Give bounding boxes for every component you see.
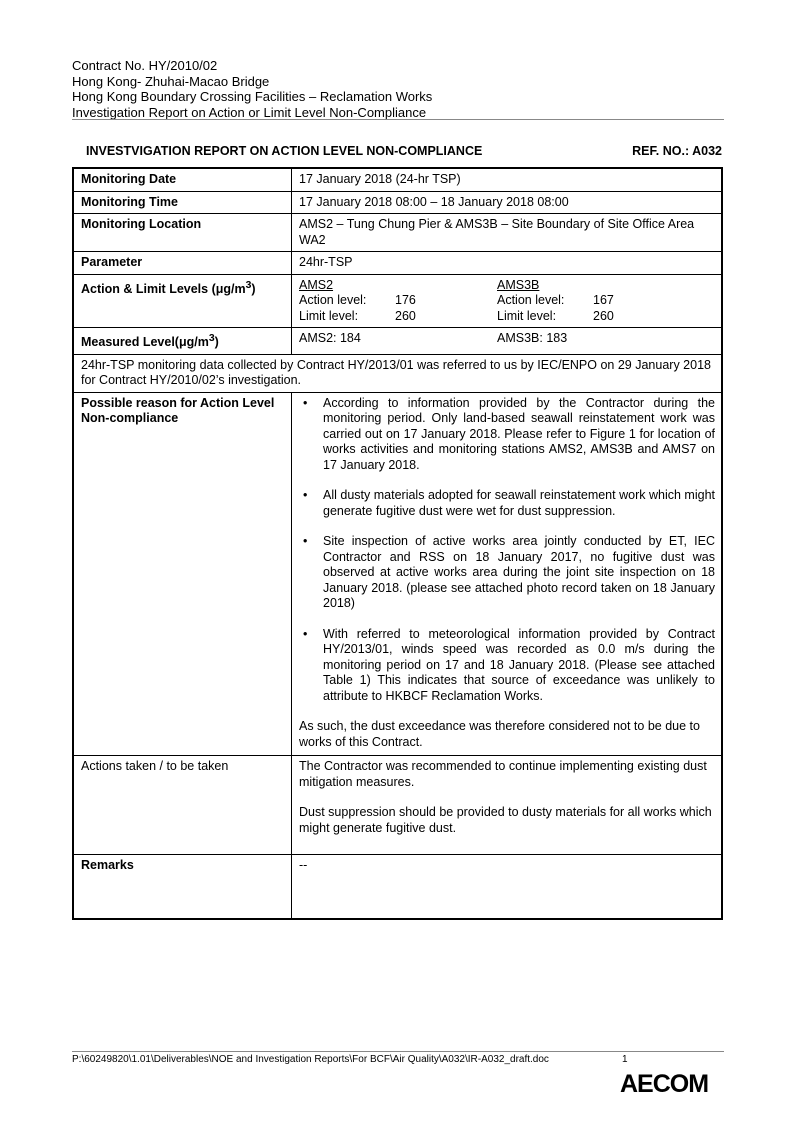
file-path: P:\60249820\1.01\Deliverables\NOE and Investigation Reports\For BCF\Air Quality\A032\IR-A032_draft.doc (72, 1054, 549, 1065)
action-paragraph: Dust suppression should be provided to dusty materials for all works which might generate fugitive dust. (299, 805, 712, 835)
table-row (73, 855, 722, 919)
action-level-label: Action level: (299, 293, 367, 307)
parameter-label: Parameter (73, 252, 292, 275)
measured-label-end: ) (214, 335, 219, 350)
monitoring-location-value: AMS2 – Tung Chung Pier & AMS3B – Site Boundary of Site Office Area WA2 (292, 214, 723, 252)
limit-level-label: Limit level: (299, 308, 359, 323)
measured-label-superscript: 3 (208, 333, 215, 344)
remarks-label: Remarks (73, 855, 292, 919)
parameter-value: 24hr-TSP (292, 252, 723, 275)
measured-level-label (73, 328, 292, 355)
measured-label-text: Measured Level(μg/m (81, 335, 209, 350)
report-title: INVESTVIGATION REPORT ON ACTION LEVEL NON-COMPLIANCE (86, 144, 483, 158)
reason-list (299, 396, 715, 705)
levels-label-superscript: 3 (245, 279, 252, 291)
table-row (73, 168, 722, 191)
actions-label: Actions taken / to be taken (73, 756, 292, 855)
table-row (73, 328, 722, 355)
station-levels (497, 278, 695, 325)
list-item: • With referred to meteorological information provided by Contract HY/2013/01, winds speed was recorded as 0.0 m/s during the monitoring period on 17 and 18 January 2018. (Please see attached Table 1) This indicates that source of exceedance was unlikely to attribute to HKBCF Reclamation Works. (299, 627, 715, 705)
reference-number: REF. NO.: A032 (632, 144, 722, 158)
data-source-note: 24hr-TSP monitoring data collected by Contract HY/2013/01 was referred to us by IEC/ENPO on 29 January 2018 for Contract HY/2010/02’s investigation. (73, 354, 722, 392)
levels-value (292, 274, 723, 328)
limit-level-value: 260 (593, 308, 614, 323)
station-name: AMS3B (497, 277, 540, 292)
limit-level-value: 260 (395, 308, 416, 323)
action-level-value: 167 (593, 293, 614, 307)
report-table (72, 167, 723, 920)
reason-conclusion: As such, the dust exceedance was therefore considered not to be due to works of this Contract. (299, 719, 700, 749)
header-line: Contract No. HY/2010/02 (72, 58, 218, 73)
table-row (73, 354, 722, 392)
action-level-value: 176 (395, 293, 416, 307)
possible-reason-label: Possible reason for Action Level Non-compliance (73, 392, 292, 756)
monitoring-time-label: Monitoring Time (73, 191, 292, 214)
list-item: • Site inspection of active works area jointly conducted by ET, IEC Contractor and RSS on 18 January 2017, no fugitive dust was observed at active works area during the joint site inspection on 18 January 2018. (please see attached photo record taken on 18 January 2018) (299, 534, 715, 612)
station-levels (299, 278, 497, 325)
possible-reason-value (292, 392, 723, 756)
limit-level-label: Limit level: (497, 308, 557, 323)
report-title-row (86, 144, 722, 158)
header-divider (72, 119, 724, 120)
monitoring-date-value: 17 January 2018 (24-hr TSP) (292, 168, 723, 191)
header-line: Hong Kong- Zhuhai-Macao Bridge (72, 73, 270, 89)
table-row (73, 756, 722, 855)
ams2-measured: AMS2: 184 (299, 331, 361, 345)
table-row (73, 274, 722, 328)
table-row (73, 252, 722, 275)
measured-level-value (292, 328, 723, 355)
actions-value (292, 756, 723, 855)
levels-label-text: Action & Limit Levels (μg/m (81, 281, 246, 296)
table-row (73, 392, 722, 756)
action-level-label: Action level: (497, 293, 565, 307)
levels-label-end: ) (251, 281, 256, 296)
header-line: Investigation Report on Action or Limit Level Non-Compliance (72, 104, 427, 120)
monitoring-location-label: Monitoring Location (73, 214, 292, 252)
document-header (72, 58, 432, 120)
document-footer (72, 1054, 632, 1065)
action-paragraph: The Contractor was recommended to continue implementing existing dust mitigation measures. (299, 759, 707, 789)
aecom-logo: AECOM (620, 1070, 709, 1098)
levels-label (73, 274, 292, 328)
list-item: • According to information provided by the Contractor during the monitoring period. Only land-based seawall reinstatement work was carried out on 17 January 2018. Please refer to Figure 1 for location of works activities and monitoring stations AMS2, AMS3B and AMS7 on 17 January 2018. (299, 396, 715, 474)
page-number: 1 (622, 1054, 628, 1065)
station-name: AMS2 (299, 277, 334, 292)
table-row (73, 214, 722, 252)
monitoring-time-value: 17 January 2018 08:00 – 18 January 2018 08:00 (292, 191, 723, 214)
list-item: • All dusty materials adopted for seawall reinstatement work which might generate fugitive dust were wet for dust suppression. (299, 488, 715, 519)
table-row (73, 191, 722, 214)
ams3b-measured: AMS3B: 183 (497, 331, 568, 345)
monitoring-date-label: Monitoring Date (73, 168, 292, 191)
remarks-value: -- (292, 855, 723, 919)
header-line: Hong Kong Boundary Crossing Facilities – Reclamation Works (72, 89, 433, 104)
footer-divider (72, 1051, 724, 1052)
